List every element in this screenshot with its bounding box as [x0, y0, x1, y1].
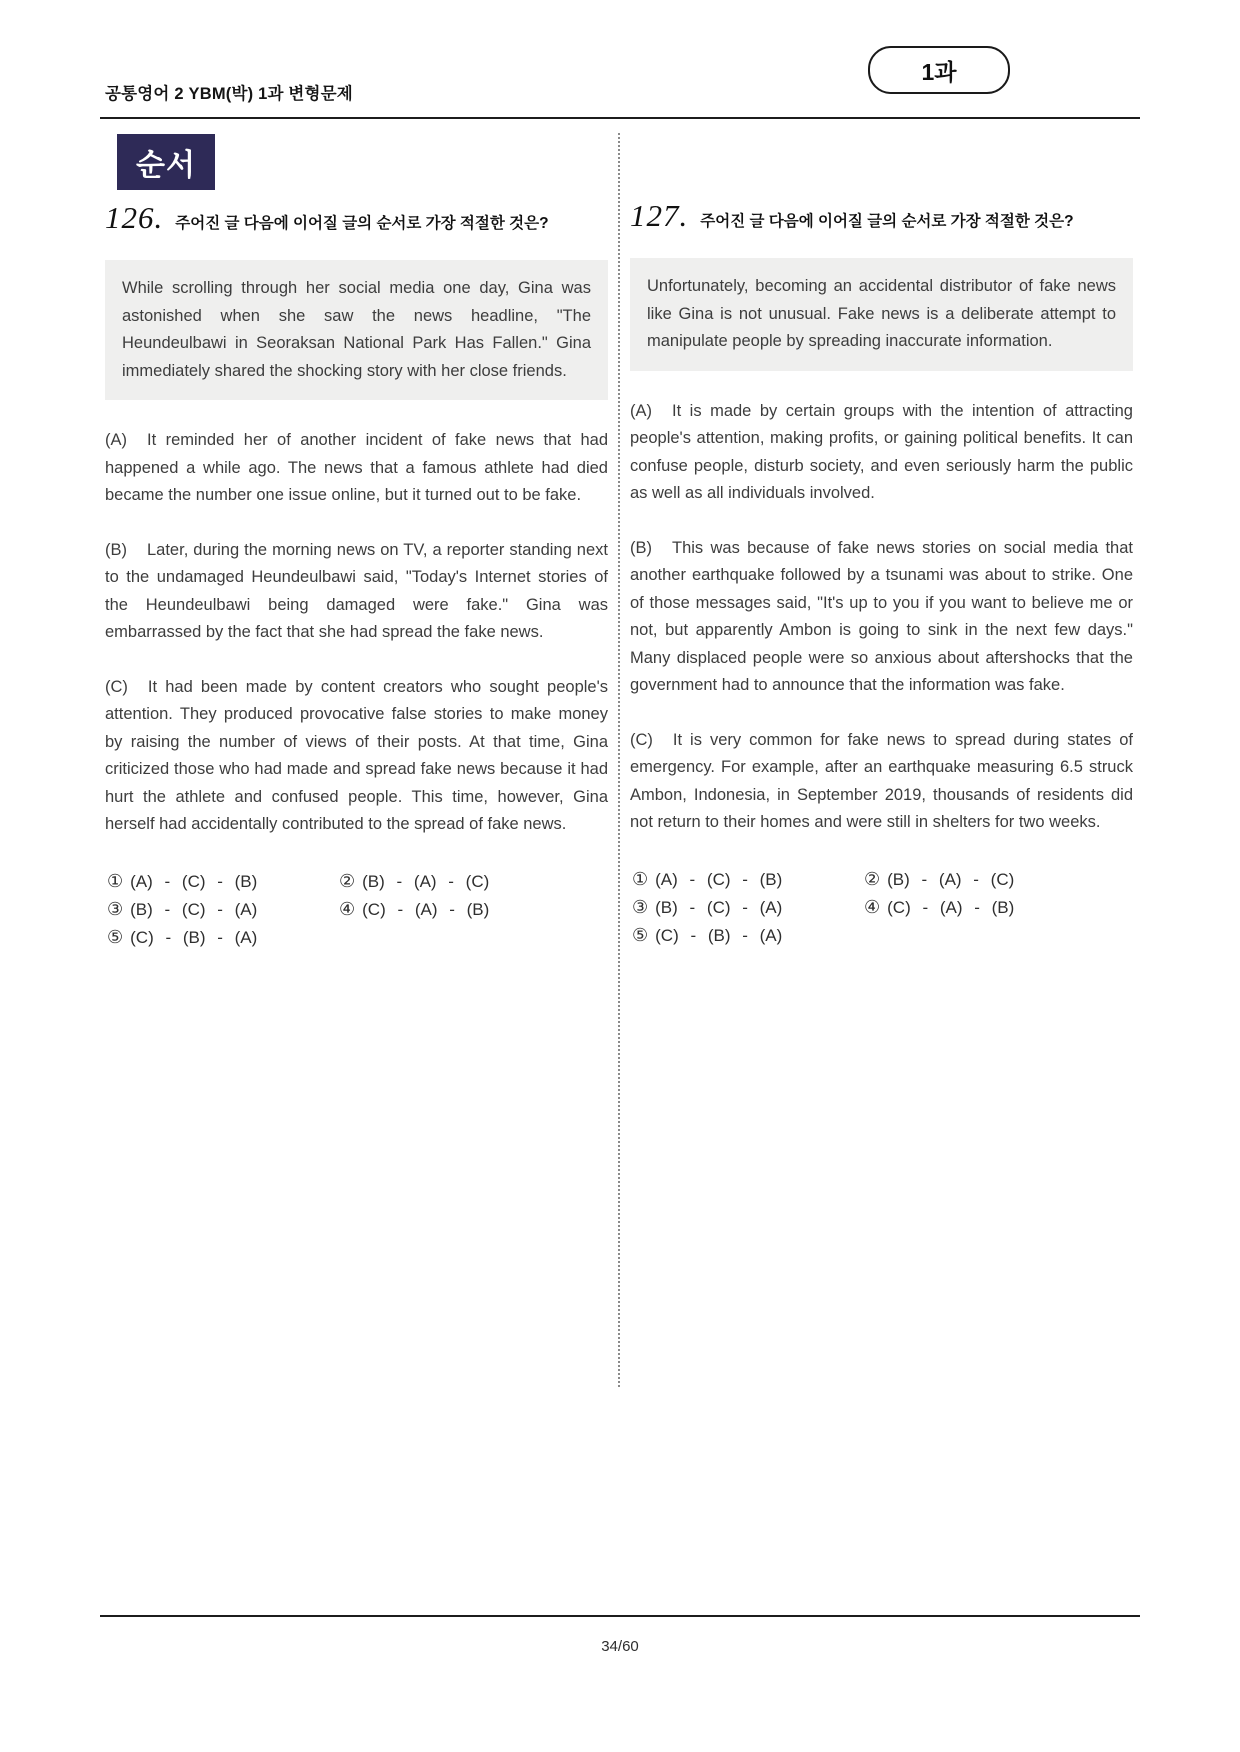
question-number: 127.: [630, 198, 689, 233]
paragraph-text: It had been made by content creators who sought people's attention. They produced provocative false stories to make money by raising the number of views of their posts. At that time, Gina criticized those who had made and spread fake news because it had hurt the athlete and confused people. This time, however, Gina herself had accidentally contributed to the spread of fake news.: [105, 677, 608, 833]
choice-marker: ②: [339, 870, 356, 891]
column-divider: [618, 133, 620, 1387]
left-column: [105, 134, 608, 948]
document-title: 공통영어 2 YBM(박) 1과 변형문제: [105, 85, 353, 103]
question-prompt: 주어진 글 다음에 이어질 글의 순서로 가장 적절한 것은?: [700, 213, 1074, 230]
choice-text: (A) - (C) - (B): [655, 869, 783, 889]
paragraph-b: [105, 537, 608, 647]
paragraph-text: It is made by certain groups with the intention of attracting people's attention, making profits, or gaining political benefits. It can confuse people, disturb society, and even seriously harm the public as well as all individuals involved.: [630, 401, 1133, 502]
choice-5: [107, 927, 339, 948]
paragraph-text: It reminded her of another incident of fake news that had happened a while ago. The news that a famous athlete had died became the number one issue online, but it turned out to be fake.: [105, 431, 608, 504]
paragraph-text: This was because of fake news stories on social media that another earthquake followed by a tsunami was about to strike. One of those messages said, "It's up to you if you want to believe me or not, but apparently Ambon is going to sink in the next few days." Many displaced people were so anxious about aftershocks that the government had to announce that the information was fake.: [630, 538, 1133, 694]
paragraph-c: [630, 727, 1133, 837]
question-block-126: [105, 200, 608, 948]
chapter-badge: 1과: [868, 46, 1010, 94]
paragraph-label: (C): [105, 677, 128, 696]
question-header: [630, 198, 1133, 234]
paragraph-text: It is very common for fake news to spread during states of emergency. For example, after an earthquake measuring 6.5 struck Ambon, Indonesia, in September 2019, thousands of residents did not return to their homes and were still in shelters for two weeks.: [630, 730, 1133, 831]
choice-5: [632, 925, 864, 946]
choice-2: [864, 869, 1133, 890]
choice-3: [632, 897, 864, 918]
header-rule: [100, 117, 1140, 119]
choice-text: (C) - (B) - (A): [130, 927, 258, 947]
footer-rule: [100, 1615, 1140, 1617]
paragraph-a: [630, 398, 1133, 508]
page-indicator: 34/60: [601, 1638, 639, 1655]
paragraph-label: (A): [105, 431, 127, 449]
question-block-127: [630, 198, 1133, 946]
paragraph-c: [105, 674, 608, 839]
paragraph-label: (C): [630, 730, 653, 749]
right-column: [630, 196, 1133, 946]
choice-marker: ①: [107, 870, 124, 891]
choice-marker: ⑤: [107, 926, 124, 947]
choice-marker: ⑤: [632, 924, 649, 945]
choices-grid: [107, 871, 608, 948]
choice-text: (B) - (A) - (C): [362, 871, 490, 891]
paragraph-b: [630, 535, 1133, 700]
paragraph-text: Later, during the morning news on TV, a reporter standing next to the undamaged Heundeulbawi said, "Today's Internet stories of the Heundeulbawi being damaged were fake." Gina was embarrassed by the fact that she had spread the fake news.: [105, 540, 608, 641]
choices-grid: [632, 869, 1133, 946]
paragraph-a: [105, 427, 608, 510]
choice-text: (C) - (A) - (B): [887, 897, 1015, 917]
paragraph-label: (B): [105, 540, 127, 559]
question-prompt: 주어진 글 다음에 이어질 글의 순서로 가장 적절한 것은?: [175, 215, 549, 232]
choice-marker: ①: [632, 868, 649, 889]
section-badge: 순서: [117, 134, 215, 190]
paragraph-label: (B): [630, 538, 652, 557]
question-number: 126.: [105, 200, 164, 235]
choice-text: (B) - (C) - (A): [655, 897, 783, 917]
question-header: [105, 200, 608, 236]
choice-marker: ④: [864, 896, 881, 917]
choice-marker: ④: [339, 898, 356, 919]
choice-3: [107, 899, 339, 920]
choice-marker: ②: [864, 868, 881, 889]
choice-2: [339, 871, 608, 892]
choice-text: (B) - (A) - (C): [887, 869, 1015, 889]
passage-box: While scrolling through her social media one day, Gina was astonished when she saw the news headline, "The Heundeulbawi in Seoraksan National Park Has Fallen." Gina immediately shared the shocking story with her close friends.: [105, 260, 608, 400]
choice-text: (A) - (C) - (B): [130, 871, 258, 891]
choice-text: (C) - (B) - (A): [655, 925, 783, 945]
choice-4: [339, 899, 608, 920]
choice-4: [864, 897, 1133, 918]
choice-marker: ③: [107, 898, 124, 919]
choice-text: (C) - (A) - (B): [362, 899, 490, 919]
passage-box: Unfortunately, becoming an accidental distributor of fake news like Gina is not unusual. Fake news is a deliberate attempt to manipulate people by spreading inaccurate information.: [630, 258, 1133, 371]
choice-marker: ③: [632, 896, 649, 917]
paragraph-label: (A): [630, 401, 652, 420]
choice-text: (B) - (C) - (A): [130, 899, 258, 919]
choice-1: [632, 869, 864, 890]
choice-1: [107, 871, 339, 892]
